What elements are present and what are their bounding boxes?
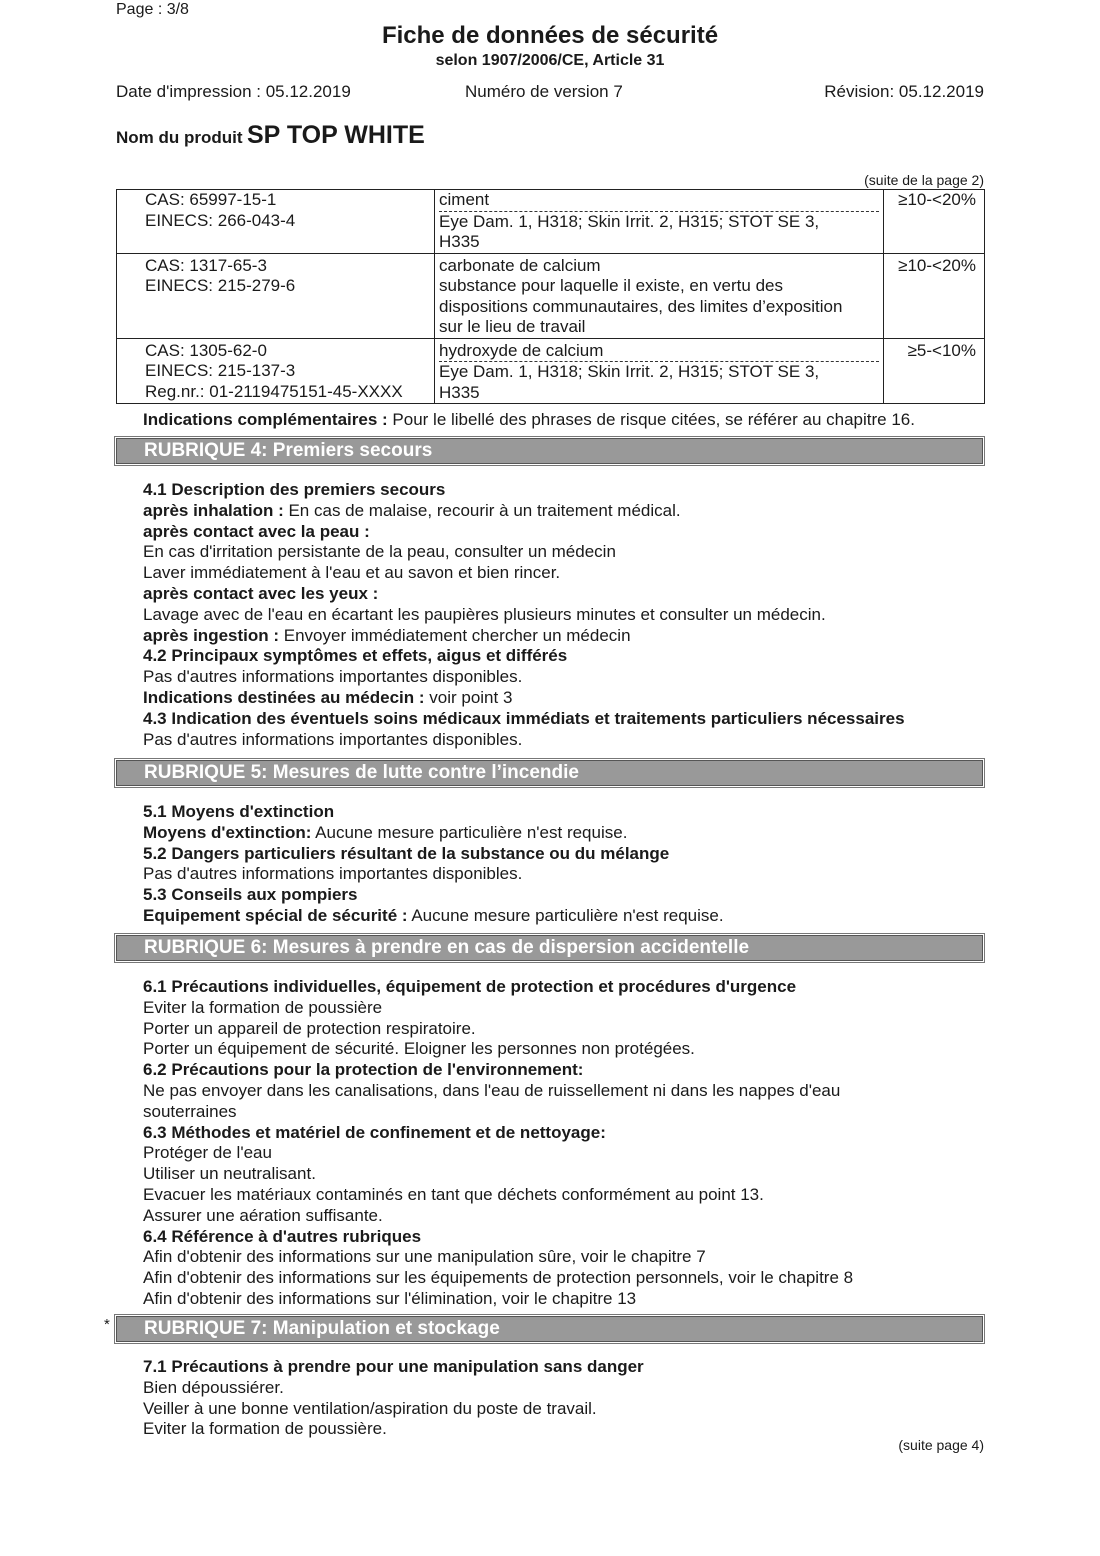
text: voir point 3 — [424, 687, 513, 707]
label: après ingestion : — [143, 625, 280, 645]
additional-information — [143, 410, 915, 430]
concentration-range: ≥10-<20% — [884, 253, 985, 338]
table-row — [117, 338, 985, 404]
classification-line: Eye Dam. 1, H318; Skin Irrit. 2, H315; STOT SE 3, — [439, 211, 820, 231]
paragraph: Porter un équipement de sécurité. Eloigner les personnes non protégées. — [143, 1039, 695, 1059]
paragraph: Protéger de l'eau — [143, 1143, 272, 1163]
paragraph: Evacuer les matériaux contaminés en tant que déchets conformément au point 13. — [143, 1184, 764, 1204]
section-6-header — [116, 935, 983, 961]
paragraph — [143, 906, 993, 927]
classification-line: H335 — [439, 232, 480, 251]
paragraph: Porter un appareil de protection respiratoire. — [143, 1018, 476, 1038]
paragraph: Assurer une aération suffisante. — [143, 1205, 383, 1225]
paragraph: Eviter la formation de poussière. — [143, 1419, 387, 1439]
section-4-header — [116, 438, 983, 464]
component-description — [435, 338, 884, 404]
section-6-title: RUBRIQUE 6: Mesures à prendre en cas de dispersion accidentelle — [144, 937, 750, 958]
paragraph: En cas d'irritation persistante de la peau, consulter un médecin — [143, 542, 616, 562]
paragraph: Laver immédiatement à l'eau et au savon et bien rincer. — [143, 563, 561, 583]
text: Aucune mesure particulière n'est requise. — [311, 822, 628, 842]
paragraph: Veiller à une bonne ventilation/aspiration du poste de travail. — [143, 1398, 597, 1418]
product-heading — [116, 121, 425, 150]
classification-line: Eye Dam. 1, H318; Skin Irrit. 2, H315; STOT SE 3, — [439, 362, 820, 381]
text: Envoyer immédiatement chercher un médecin — [279, 625, 631, 645]
subsection-heading: 4.3 Indication des éventuels soins médicaux immédiats et traitements particuliers nécessaires — [143, 708, 905, 728]
subsection-heading: 4.2 Principaux symptômes et effets, aigus et différés — [143, 646, 568, 666]
section-7-header — [116, 1316, 983, 1342]
paragraph: Utiliser un neutralisant. — [143, 1164, 316, 1184]
paragraph: Ne pas envoyer dans les canalisations, dans l'eau de ruissellement ni dans les nappes d'eau — [143, 1080, 841, 1100]
section-7-body — [143, 1357, 993, 1440]
document-title: Fiche de données de sécurité — [381, 22, 719, 49]
subsection-heading: 6.4 Référence à d'autres rubriques — [143, 1226, 422, 1246]
paragraph — [143, 501, 993, 522]
section-6-body — [143, 977, 993, 1310]
subsection-heading: 5.1 Moyens d'extinction — [143, 802, 335, 821]
paragraph: Afin d'obtenir des informations sur l'élimination, voir le chapitre 13 — [143, 1288, 637, 1308]
cas-number: CAS: 1317-65-3 — [145, 255, 267, 275]
label: Moyens d'extinction: — [143, 822, 312, 842]
paragraph: Afin d'obtenir des informations sur une manipulation sûre, voir le chapitre 7 — [143, 1247, 706, 1267]
concentration-range: ≥5-<10% — [884, 338, 985, 404]
paragraph: Afin d'obtenir des informations sur les équipements de protection personnels, voir le chapitre 8 — [143, 1268, 854, 1288]
paragraph: souterraines — [143, 1101, 237, 1121]
einecs-number: EINECS: 215-279-6 — [145, 276, 296, 295]
paragraph — [143, 626, 993, 647]
classification-line: sur le lieu de travail — [439, 317, 586, 336]
cas-number: CAS: 1305-62-0 — [145, 340, 267, 360]
paragraph: Pas d'autres informations importantes disponibles. — [143, 864, 523, 884]
paragraph: Eviter la formation de poussière — [143, 997, 383, 1017]
revision-marker: * — [104, 1316, 110, 1333]
component-description — [435, 190, 884, 254]
paragraph: Lavage avec de l'eau en écartant les paupières plusieurs minutes et consulter un médecin. — [143, 604, 826, 624]
classification-line: substance pour laquelle il existe, en vertu des — [439, 276, 783, 295]
revision-date: Révision: 05.12.2019 — [824, 82, 984, 101]
text: En cas de malaise, recourir à un traitement médical. — [283, 500, 681, 520]
subsection-heading: 5.2 Dangers particuliers résultant de la substance ou du mélange — [143, 843, 670, 863]
table-row — [117, 253, 985, 338]
paragraph — [143, 823, 993, 844]
label: après contact avec les yeux : — [143, 583, 379, 603]
label: après inhalation : — [143, 500, 284, 520]
classification-line: dispositions communautaires, des limites d’exposition — [439, 296, 843, 316]
continued-to: (suite page 4) — [898, 1437, 984, 1453]
subsection-heading: 4.1 Description des premiers secours — [143, 480, 446, 499]
paragraph: Pas d'autres informations importantes disponibles. — [143, 729, 523, 749]
components-table — [116, 189, 985, 404]
additional-label: Indications complémentaires : — [143, 410, 388, 429]
page-number: Page : 3/8 — [116, 1, 189, 18]
section-5-header — [116, 760, 983, 786]
table-row — [117, 190, 985, 254]
einecs-number: EINECS: 266-043-4 — [145, 210, 296, 230]
label: Indications destinées au médecin : — [143, 687, 425, 707]
section-5-title: RUBRIQUE 5: Mesures de lutte contre l’incendie — [144, 762, 579, 783]
continued-from: (suite de la page 2) — [864, 172, 984, 188]
subsection-heading: 7.1 Précautions à prendre pour une manipulation sans danger — [143, 1357, 644, 1376]
component-ids — [117, 190, 435, 254]
additional-text: Pour le libellé des phrases de risque citées, se référer au chapitre 16. — [387, 410, 915, 429]
label: Equipement spécial de sécurité : — [143, 905, 408, 925]
section-4-body — [143, 480, 993, 750]
einecs-number: EINECS: 215-137-3 — [145, 361, 296, 380]
component-name: ciment — [439, 190, 879, 212]
component-name: hydroxyde de calcium — [439, 341, 879, 363]
document-subtitle: selon 1907/2006/CE, Article 31 — [435, 52, 665, 69]
classification-line: H335 — [439, 382, 480, 402]
concentration-range: ≥10-<20% — [884, 190, 985, 254]
component-description — [435, 253, 884, 338]
product-name: SP TOP WHITE — [246, 121, 425, 149]
paragraph — [143, 688, 993, 709]
label: après contact avec la peau : — [143, 521, 370, 541]
paragraph: Pas d'autres informations importantes disponibles. — [143, 667, 523, 687]
print-date: Date d'impression : 05.12.2019 — [116, 82, 351, 101]
paragraph: Bien dépoussiérer. — [143, 1377, 284, 1397]
section-4-title: RUBRIQUE 4: Premiers secours — [144, 440, 433, 461]
version-number: Numéro de version 7 — [465, 82, 623, 101]
text: Aucune mesure particulière n'est requise. — [407, 905, 724, 925]
registration-number: Reg.nr.: 01-2119475151-45-XXXX — [145, 381, 403, 401]
component-name: carbonate de calcium — [439, 255, 601, 275]
section-5-body — [143, 802, 993, 927]
component-ids — [117, 253, 435, 338]
component-ids — [117, 338, 435, 404]
subsection-heading: 6.2 Précautions pour la protection de l'environnement: — [143, 1060, 584, 1080]
subsection-heading: 6.1 Précautions individuelles, équipement de protection et procédures d'urgence — [143, 977, 797, 996]
subsection-heading: 5.3 Conseils aux pompiers — [143, 885, 358, 905]
cas-number: CAS: 65997-15-1 — [145, 190, 277, 209]
subsection-heading: 6.3 Méthodes et matériel de confinement et de nettoyage: — [143, 1122, 606, 1142]
product-label: Nom du produit — [116, 128, 243, 147]
section-7-title: RUBRIQUE 7: Manipulation et stockage — [144, 1318, 500, 1339]
